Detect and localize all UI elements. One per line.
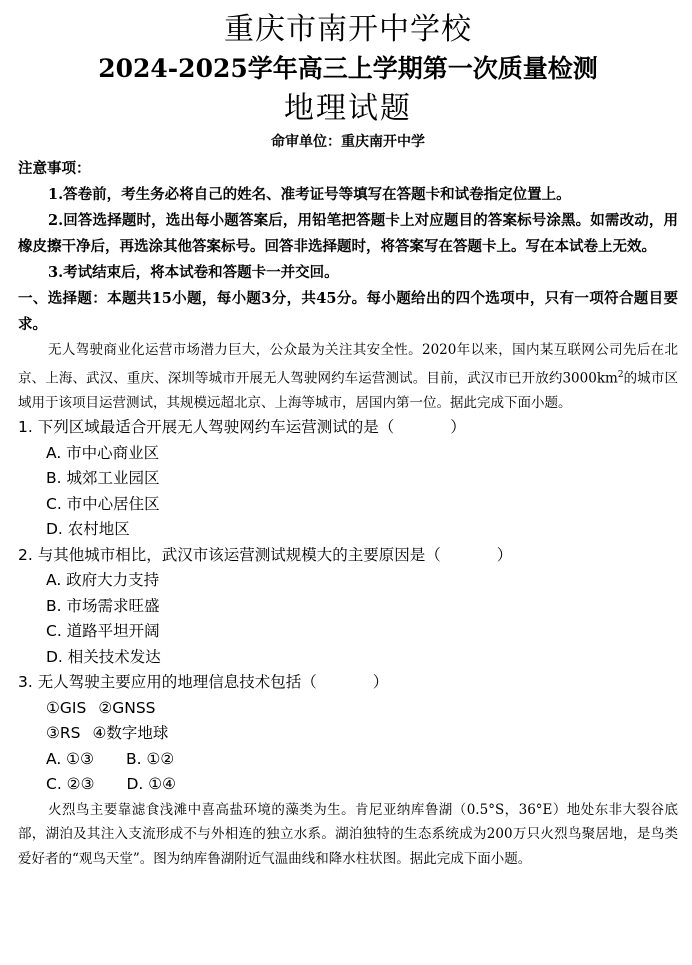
passage-2: 火烈鸟主要靠滤食浅滩中喜高盐环境的藻类为生。肯尼亚纳库鲁湖（0.5°S，36°E）地处东非大裂谷底部，湖泊及其注入支流形成不与外相连的独立水系。湖泊独特的生态系统成为200万只火烈鸟聚居地，是鸟类爱好者的“观鸟天堂”。图为纳库鲁湖附近气温曲线和降水柱状图。据此完成下面小题。 (18, 801, 678, 867)
question-2-option-b: B. 市场需求旺盛 (46, 596, 160, 615)
section-title: 一、选择题：本题共15小题，每小题3分，共45分。每小题给出的四个选项中，只有一项符合题目要求。 (18, 290, 678, 333)
question-3-close: ） (372, 673, 389, 691)
school-title: 重庆市南开中学校 (224, 12, 472, 47)
question-1-option-c: C. 市中心居住区 (46, 494, 160, 513)
question-1-option-b: B. 城郊工业园区 (46, 469, 160, 487)
passage-1-text-b: 的城市区域用于该项目运营测试，其规模远超北京、上海等城市，居国内第一位。据此完成下面小题。 (18, 370, 678, 411)
question-3-items-row-1 (46, 696, 678, 722)
question-3-items-row-2 (46, 721, 678, 747)
question-3-options-row-2 (46, 772, 678, 798)
note-item-2: 2.回答选择题时，选出每小题答案后，用铅笔把答题卡上对应题目的答案标号涂黑。如需改动，用橡皮擦干净后，再选涂其他答案标号。回答非选择题时，将答案写在答题卡上。写在本试卷上无效。 (18, 212, 678, 255)
question-3-option-d: D. ①④ (126, 775, 177, 793)
note-item-1: 1.答卷前，考生务必将自己的姓名、准考证号等填写在答题卡和试卷指定位置上。 (48, 186, 571, 203)
question-3-item-2: ②GNSS (98, 698, 156, 717)
question-3-option-b: B. ①② (125, 749, 175, 768)
notes-title: 注意事项： (18, 160, 91, 177)
question-3-item-4: ④数字地球 (92, 724, 169, 742)
question-2-stem (18, 543, 678, 569)
question-2-option-d: D. 相关技术发达 (46, 647, 161, 666)
passage-1 (18, 338, 678, 415)
question-1-option-a: A. 市中心商业区 (46, 443, 160, 462)
question-3-option-c: C. ②③ (46, 775, 95, 793)
question-3-text: 3. 无人驾驶主要应用的地理信息技术包括（ (18, 673, 317, 691)
passage-1-text-a: 无人驾驶商业化运营市场潜力巨大，公众最为关注其安全性。2020年以来，国内某互联网公司先后在北京、上海、武汉、重庆、深圳等城市开展无人驾驶网约车运营测试。目前，武汉市已开放约3000km (18, 342, 678, 386)
question-3-stem (18, 670, 678, 696)
note-item-3: 3.考试结束后，将本试卷和答题卡一并交回。 (48, 264, 339, 281)
question-3-item-1: ①GIS (46, 698, 87, 717)
question-3-options-row-1 (46, 747, 678, 773)
question-1-stem (18, 415, 678, 441)
subject-title: 地理试题 (284, 91, 412, 126)
question-2-text: 2. 与其他城市相比，武汉市该运营测试规模大的主要原因是（ (18, 545, 441, 564)
passage-1-sup: 2 (617, 369, 624, 380)
question-2-option-a: A. 政府大力支持 (46, 571, 160, 589)
question-1-option-d: D. 农村地区 (46, 520, 130, 538)
author-line: 命审单位：重庆南开中学 (271, 134, 425, 150)
question-3-item-3: ③RS (46, 724, 81, 742)
question-1-text: 1. 下列区域最适合开展无人驾驶网约车运营测试的是（ (18, 418, 395, 436)
question-3-option-a: A. ①③ (46, 749, 94, 768)
exam-title: 2024-2025学年高三上学期第一次质量检测 (98, 54, 598, 83)
question-2-option-c: C. 道路平坦开阔 (46, 622, 160, 640)
question-2-close: ） (496, 545, 513, 564)
question-1-close: ） (450, 418, 466, 436)
